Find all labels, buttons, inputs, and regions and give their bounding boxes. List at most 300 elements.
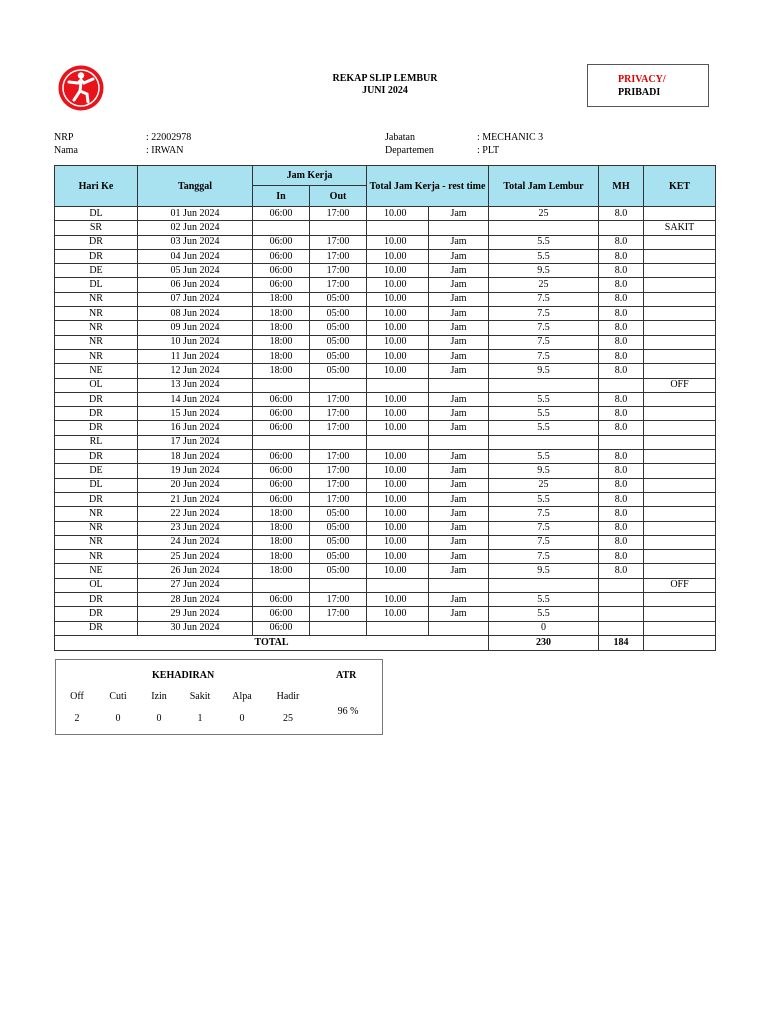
cell-total-kerja: 10.00 [367, 364, 429, 378]
cell-hari-ke: NR [55, 335, 138, 349]
cell-mh: 8.0 [599, 264, 644, 278]
total-lembur: 230 [489, 635, 599, 650]
cell-hari-ke: DR [55, 421, 138, 435]
cell-tanggal: 28 Jun 2024 [138, 593, 253, 607]
table-row [55, 378, 716, 392]
cell-total-lembur: 5.5 [489, 450, 599, 464]
header-ket: KET [644, 166, 716, 207]
cell-total-kerja: 10.00 [367, 392, 429, 406]
cell-jam-in: 06:00 [253, 207, 310, 221]
cell-hari-ke: RL [55, 435, 138, 449]
cell-satuan: Jam [429, 421, 489, 435]
cell-total-kerja: 10.00 [367, 249, 429, 263]
cell-jam-in: 18:00 [253, 335, 310, 349]
cell-satuan [429, 621, 489, 635]
cell-satuan: Jam [429, 235, 489, 249]
cell-jam-out [310, 378, 367, 392]
cell-satuan: Jam [429, 564, 489, 578]
cell-jam-in: 06:00 [253, 593, 310, 607]
cell-ket: OFF [644, 578, 716, 592]
cell-hari-ke: DR [55, 607, 138, 621]
cell-hari-ke: NE [55, 564, 138, 578]
nama-value: : IRWAN [146, 145, 184, 156]
table-row [55, 550, 716, 564]
cell-total-lembur: 7.5 [489, 507, 599, 521]
cell-jam-out: 17:00 [310, 392, 367, 406]
table-row [55, 492, 716, 506]
attendance-summary [55, 659, 383, 735]
cell-jam-out: 05:00 [310, 507, 367, 521]
cell-total-lembur: 25 [489, 207, 599, 221]
cell-tanggal: 15 Jun 2024 [138, 407, 253, 421]
cell-jam-out: 05:00 [310, 307, 367, 321]
cell-total-kerja: 10.00 [367, 349, 429, 363]
cell-jam-out: 05:00 [310, 564, 367, 578]
cell-hari-ke: DR [55, 492, 138, 506]
cell-total-lembur: 25 [489, 478, 599, 492]
cell-satuan: Jam [429, 492, 489, 506]
cell-tanggal: 11 Jun 2024 [138, 349, 253, 363]
cell-hari-ke: NR [55, 550, 138, 564]
cell-total-lembur [489, 221, 599, 235]
company-logo [57, 64, 105, 112]
table-row [55, 507, 716, 521]
cell-satuan: Jam [429, 607, 489, 621]
cell-ket [644, 478, 716, 492]
cell-hari-ke: DR [55, 450, 138, 464]
cell-hari-ke: NR [55, 292, 138, 306]
cell-jam-in [253, 378, 310, 392]
cell-total-kerja: 10.00 [367, 235, 429, 249]
privacy-box [587, 64, 709, 107]
cell-jam-out [310, 221, 367, 235]
cell-ket [644, 593, 716, 607]
cell-satuan: Jam [429, 521, 489, 535]
cell-jam-out: 17:00 [310, 249, 367, 263]
cell-total-lembur: 9.5 [489, 264, 599, 278]
cell-total-kerja: 10.00 [367, 264, 429, 278]
cuti-value: 0 [115, 713, 121, 724]
cell-hari-ke: SR [55, 221, 138, 235]
cell-jam-in: 06:00 [253, 407, 310, 421]
cell-tanggal: 06 Jun 2024 [138, 278, 253, 292]
izin-label: Izin [151, 691, 167, 702]
cell-jam-out: 17:00 [310, 235, 367, 249]
cell-jam-out: 17:00 [310, 593, 367, 607]
cell-total-lembur [489, 435, 599, 449]
cell-jam-out: 17:00 [310, 207, 367, 221]
cell-total-kerja: 10.00 [367, 464, 429, 478]
cell-total-kerja: 10.00 [367, 207, 429, 221]
cell-tanggal: 02 Jun 2024 [138, 221, 253, 235]
cell-jam-in: 06:00 [253, 235, 310, 249]
overtime-table [54, 165, 716, 651]
cell-total-lembur: 9.5 [489, 364, 599, 378]
cell-total-kerja: 10.00 [367, 478, 429, 492]
cell-satuan [429, 435, 489, 449]
cell-hari-ke: DR [55, 593, 138, 607]
cell-hari-ke: NE [55, 364, 138, 378]
cell-tanggal: 03 Jun 2024 [138, 235, 253, 249]
table-row [55, 435, 716, 449]
table-row [55, 478, 716, 492]
cell-hari-ke: NR [55, 521, 138, 535]
table-row [55, 407, 716, 421]
cell-total-kerja: 10.00 [367, 421, 429, 435]
cell-ket [644, 349, 716, 363]
cell-satuan: Jam [429, 349, 489, 363]
cell-tanggal: 08 Jun 2024 [138, 307, 253, 321]
kehadiran-heading: KEHADIRAN [152, 670, 215, 681]
cell-mh: 8.0 [599, 535, 644, 549]
cell-mh: 8.0 [599, 392, 644, 406]
cell-mh: 8.0 [599, 249, 644, 263]
cell-ket [644, 607, 716, 621]
cell-tanggal: 22 Jun 2024 [138, 507, 253, 521]
cell-tanggal: 23 Jun 2024 [138, 521, 253, 535]
cell-ket [644, 249, 716, 263]
cell-mh: 8.0 [599, 207, 644, 221]
cell-ket [644, 278, 716, 292]
pribadi-label: PRIBADI [618, 87, 661, 98]
cell-satuan: Jam [429, 321, 489, 335]
off-value: 2 [74, 713, 80, 724]
cell-total-lembur: 9.5 [489, 564, 599, 578]
title-line-2: JUNI 2024 [362, 85, 408, 96]
cell-jam-in: 06:00 [253, 392, 310, 406]
cell-mh: 8.0 [599, 335, 644, 349]
table-row [55, 321, 716, 335]
cell-satuan: Jam [429, 335, 489, 349]
cell-total-kerja: 10.00 [367, 564, 429, 578]
cell-jam-in: 18:00 [253, 307, 310, 321]
cell-total-lembur: 7.5 [489, 321, 599, 335]
cell-ket [644, 450, 716, 464]
cell-mh: 8.0 [599, 507, 644, 521]
cell-hari-ke: NR [55, 535, 138, 549]
cell-jam-out: 17:00 [310, 264, 367, 278]
cell-tanggal: 27 Jun 2024 [138, 578, 253, 592]
cell-jam-out: 17:00 [310, 278, 367, 292]
cell-total-lembur: 0 [489, 621, 599, 635]
atr-value: 96 % [337, 706, 359, 717]
table-row [55, 264, 716, 278]
table-row [55, 364, 716, 378]
cell-tanggal: 01 Jun 2024 [138, 207, 253, 221]
cell-satuan: Jam [429, 535, 489, 549]
cell-tanggal: 05 Jun 2024 [138, 264, 253, 278]
cell-hari-ke: DL [55, 478, 138, 492]
cell-total-lembur: 25 [489, 278, 599, 292]
cell-tanggal: 14 Jun 2024 [138, 392, 253, 406]
cell-total-lembur: 7.5 [489, 335, 599, 349]
cell-satuan: Jam [429, 593, 489, 607]
cell-mh [599, 435, 644, 449]
cell-satuan: Jam [429, 292, 489, 306]
table-row [55, 564, 716, 578]
cell-hari-ke: NR [55, 307, 138, 321]
header-mh: MH [599, 166, 644, 207]
table-row [55, 349, 716, 363]
sakit-value: 1 [197, 713, 203, 724]
cell-ket: OFF [644, 378, 716, 392]
cell-jam-out: 17:00 [310, 492, 367, 506]
cell-total-kerja [367, 435, 429, 449]
cell-total-lembur [489, 378, 599, 392]
cell-jam-out: 05:00 [310, 364, 367, 378]
cell-mh: 8.0 [599, 307, 644, 321]
cell-jam-out: 05:00 [310, 292, 367, 306]
cell-jam-in: 06:00 [253, 450, 310, 464]
cell-mh [599, 221, 644, 235]
cell-hari-ke: DR [55, 235, 138, 249]
privacy-label: PRIVACY/ [618, 74, 666, 85]
cell-total-kerja [367, 221, 429, 235]
jabatan-label: Jabatan [385, 132, 415, 143]
cell-jam-in: 18:00 [253, 535, 310, 549]
hadir-label: Hadir [276, 691, 300, 702]
title-line-1: REKAP SLIP LEMBUR [332, 73, 438, 84]
cell-ket [644, 307, 716, 321]
table-row [55, 235, 716, 249]
table-row [55, 464, 716, 478]
cell-jam-out: 05:00 [310, 535, 367, 549]
cell-total-kerja: 10.00 [367, 507, 429, 521]
cell-total-lembur [489, 578, 599, 592]
table-row [55, 578, 716, 592]
cell-total-lembur: 9.5 [489, 464, 599, 478]
cell-total-kerja: 10.00 [367, 278, 429, 292]
cell-tanggal: 20 Jun 2024 [138, 478, 253, 492]
cell-ket [644, 264, 716, 278]
cell-mh: 8.0 [599, 492, 644, 506]
header-hari-ke: Hari Ke [55, 166, 138, 207]
cell-jam-in [253, 221, 310, 235]
cell-mh: 8.0 [599, 278, 644, 292]
cell-ket [644, 292, 716, 306]
cell-tanggal: 19 Jun 2024 [138, 464, 253, 478]
cell-total-kerja: 10.00 [367, 292, 429, 306]
cell-ket [644, 492, 716, 506]
cell-ket [644, 507, 716, 521]
cell-satuan [429, 578, 489, 592]
table-row [55, 421, 716, 435]
cell-mh [599, 607, 644, 621]
cell-tanggal: 25 Jun 2024 [138, 550, 253, 564]
cell-ket [644, 435, 716, 449]
cell-jam-in: 06:00 [253, 464, 310, 478]
cell-mh: 8.0 [599, 292, 644, 306]
cell-mh: 8.0 [599, 321, 644, 335]
cell-mh [599, 593, 644, 607]
cell-satuan: Jam [429, 207, 489, 221]
cell-mh: 8.0 [599, 407, 644, 421]
cell-hari-ke: NR [55, 321, 138, 335]
cell-jam-in: 06:00 [253, 478, 310, 492]
cell-total-kerja: 10.00 [367, 407, 429, 421]
cell-hari-ke: DR [55, 621, 138, 635]
cell-satuan: Jam [429, 464, 489, 478]
cell-total-kerja [367, 621, 429, 635]
cell-hari-ke: DE [55, 264, 138, 278]
table-row [55, 535, 716, 549]
cell-mh: 8.0 [599, 521, 644, 535]
cell-jam-out [310, 621, 367, 635]
cell-jam-out: 05:00 [310, 349, 367, 363]
cell-mh: 8.0 [599, 421, 644, 435]
atr-heading: ATR [336, 670, 357, 681]
cell-jam-in: 18:00 [253, 292, 310, 306]
cell-total-lembur: 5.5 [489, 607, 599, 621]
cell-total-kerja [367, 378, 429, 392]
cell-hari-ke: NR [55, 349, 138, 363]
header-total-jam-lembur: Total Jam Lembur [489, 166, 599, 207]
header-total-jam-kerja: Total Jam Kerja - rest time [367, 166, 489, 207]
table-row [55, 292, 716, 306]
cell-satuan: Jam [429, 507, 489, 521]
cell-hari-ke: DR [55, 249, 138, 263]
cell-hari-ke: NR [55, 507, 138, 521]
cell-tanggal: 10 Jun 2024 [138, 335, 253, 349]
cell-total-kerja: 10.00 [367, 607, 429, 621]
cell-ket [644, 364, 716, 378]
nrp-value: : 22002978 [146, 132, 192, 143]
cell-ket [644, 235, 716, 249]
cell-mh [599, 378, 644, 392]
departemen-label: Departemen [385, 145, 434, 156]
cell-jam-in [253, 578, 310, 592]
cell-total-lembur: 7.5 [489, 307, 599, 321]
cell-jam-out: 05:00 [310, 550, 367, 564]
table-row [55, 521, 716, 535]
cell-jam-out: 17:00 [310, 421, 367, 435]
cell-mh: 8.0 [599, 349, 644, 363]
document-title [280, 73, 490, 97]
jabatan-value: : MECHANIC 3 [477, 132, 544, 143]
alpa-value: 0 [239, 713, 245, 724]
cell-ket [644, 535, 716, 549]
cell-mh: 8.0 [599, 550, 644, 564]
cell-mh: 8.0 [599, 464, 644, 478]
cell-ket [644, 421, 716, 435]
cell-hari-ke: DL [55, 278, 138, 292]
cell-jam-in: 06:00 [253, 607, 310, 621]
cell-tanggal: 04 Jun 2024 [138, 249, 253, 263]
cell-satuan: Jam [429, 249, 489, 263]
cell-mh: 8.0 [599, 564, 644, 578]
cell-total-lembur: 7.5 [489, 349, 599, 363]
cell-ket [644, 521, 716, 535]
cell-jam-out: 05:00 [310, 521, 367, 535]
off-label: Off [70, 691, 84, 702]
cell-jam-out [310, 578, 367, 592]
total-ket [644, 635, 716, 650]
cell-jam-in: 18:00 [253, 349, 310, 363]
cell-hari-ke: OL [55, 378, 138, 392]
cell-total-lembur: 5.5 [489, 249, 599, 263]
cell-tanggal: 09 Jun 2024 [138, 321, 253, 335]
cell-hari-ke: OL [55, 578, 138, 592]
cell-total-lembur: 5.5 [489, 392, 599, 406]
cell-jam-out: 17:00 [310, 407, 367, 421]
cell-mh: 8.0 [599, 478, 644, 492]
cell-tanggal: 21 Jun 2024 [138, 492, 253, 506]
cell-jam-in: 06:00 [253, 492, 310, 506]
header-jam-kerja: Jam Kerja [253, 166, 367, 186]
table-row [55, 450, 716, 464]
cell-jam-out: 17:00 [310, 464, 367, 478]
cell-satuan: Jam [429, 264, 489, 278]
cell-jam-in: 06:00 [253, 421, 310, 435]
izin-value: 0 [156, 713, 162, 724]
table-row [55, 221, 716, 235]
cell-satuan: Jam [429, 392, 489, 406]
cell-total-kerja: 10.00 [367, 550, 429, 564]
cell-tanggal: 13 Jun 2024 [138, 378, 253, 392]
table-row [55, 593, 716, 607]
cell-mh: 8.0 [599, 450, 644, 464]
cell-ket [644, 392, 716, 406]
cell-jam-out: 17:00 [310, 607, 367, 621]
cell-hari-ke: DR [55, 392, 138, 406]
total-label: TOTAL [55, 635, 489, 650]
cell-ket [644, 335, 716, 349]
cell-tanggal: 30 Jun 2024 [138, 621, 253, 635]
cell-jam-in: 18:00 [253, 507, 310, 521]
cell-mh [599, 621, 644, 635]
total-mh: 184 [599, 635, 644, 650]
cell-hari-ke: DL [55, 207, 138, 221]
cell-total-lembur: 5.5 [489, 421, 599, 435]
cell-jam-out: 05:00 [310, 335, 367, 349]
table-row [55, 392, 716, 406]
header-out: Out [310, 186, 367, 207]
cell-tanggal: 17 Jun 2024 [138, 435, 253, 449]
header-tanggal: Tanggal [138, 166, 253, 207]
departemen-value: : PLT [477, 145, 500, 156]
cell-jam-in: 18:00 [253, 321, 310, 335]
cell-satuan: Jam [429, 278, 489, 292]
cell-jam-out: 17:00 [310, 450, 367, 464]
cell-jam-in: 18:00 [253, 564, 310, 578]
nrp-label: NRP [54, 132, 74, 143]
cell-total-kerja: 10.00 [367, 593, 429, 607]
cell-total-lembur: 5.5 [489, 235, 599, 249]
cell-total-lembur: 7.5 [489, 550, 599, 564]
sakit-label: Sakit [189, 691, 211, 702]
cell-tanggal: 24 Jun 2024 [138, 535, 253, 549]
table-row [55, 335, 716, 349]
cell-hari-ke: DE [55, 464, 138, 478]
cell-total-kerja: 10.00 [367, 335, 429, 349]
cell-total-kerja: 10.00 [367, 521, 429, 535]
cell-total-lembur: 7.5 [489, 535, 599, 549]
cell-mh [599, 578, 644, 592]
cell-tanggal: 18 Jun 2024 [138, 450, 253, 464]
cell-jam-in [253, 435, 310, 449]
total-row [55, 635, 716, 650]
cell-total-kerja: 10.00 [367, 321, 429, 335]
hadir-value: 25 [283, 713, 293, 724]
cell-jam-in: 06:00 [253, 264, 310, 278]
table-row [55, 249, 716, 263]
cell-satuan: Jam [429, 550, 489, 564]
cell-jam-in: 18:00 [253, 550, 310, 564]
cell-satuan: Jam [429, 407, 489, 421]
cell-jam-in: 06:00 [253, 621, 310, 635]
cell-tanggal: 07 Jun 2024 [138, 292, 253, 306]
cell-satuan [429, 378, 489, 392]
